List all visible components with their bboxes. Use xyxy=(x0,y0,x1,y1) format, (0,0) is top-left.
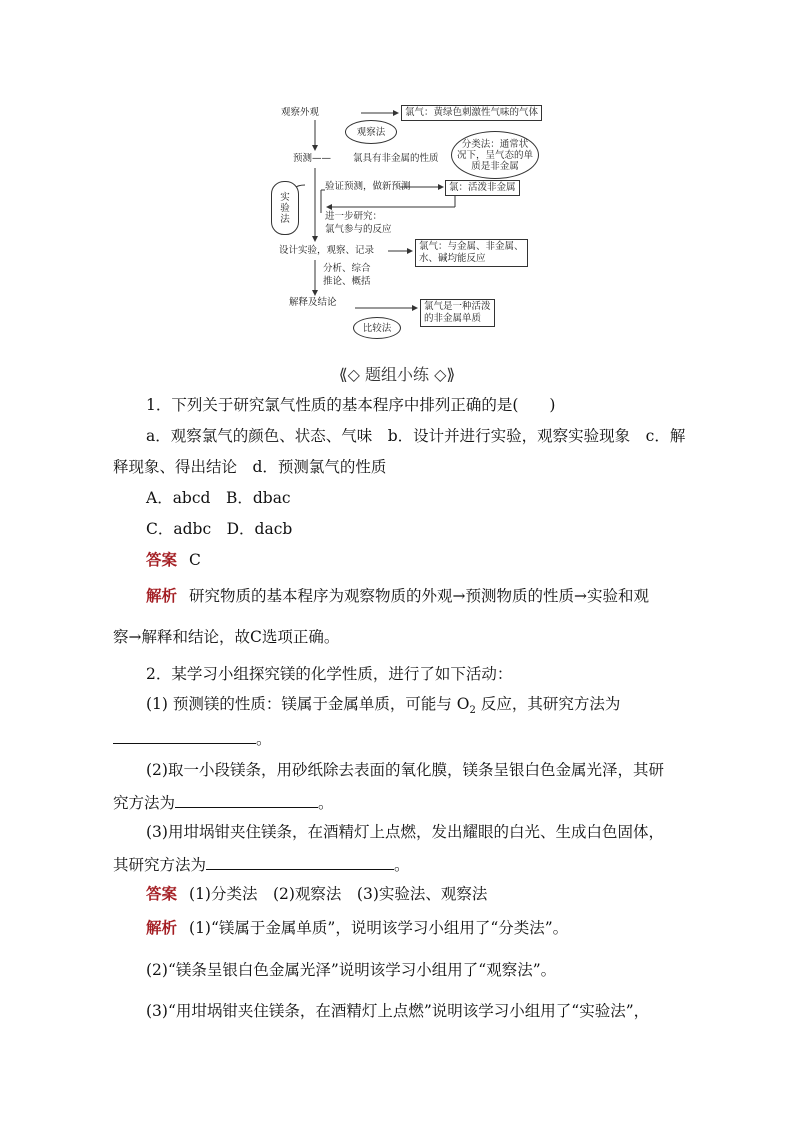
q2-part3-pre: 其研究方法为 xyxy=(113,856,207,874)
research-procedure-diagram xyxy=(265,95,545,345)
q1-answer-label: 答案 xyxy=(146,550,178,569)
q2-part3-line2 xyxy=(113,853,410,875)
section-title-left-ornament: ⟪◇ xyxy=(338,365,360,384)
q2-part1-line2 xyxy=(113,727,272,749)
section-title-right-ornament: ◇⟫ xyxy=(434,365,456,384)
bubble-experiment-line1: 实 xyxy=(280,191,290,203)
q1-analysis-label: 解析 xyxy=(146,586,178,605)
q2-analysis-3: (3)“用坩埚钳夹住镁条，在酒精灯上点燃”说明该学习小组用了“实验法”， xyxy=(146,1002,650,1020)
note-verify: 验证预测，做新预测 xyxy=(325,181,411,192)
q1-analysis-line1: 研究物质的基本程序为观察物质的外观→预测物质的性质→实验和观 xyxy=(189,587,649,605)
q1-answer xyxy=(146,550,201,570)
box-experiment-result-line1: 氯气：与金属、非金属、 xyxy=(419,241,524,252)
q2-part1-post: 反应，其研究方法为 xyxy=(475,695,621,713)
q2-answer-value: (1)分类法 (2)观察法 (3)实验法、观察法 xyxy=(189,885,488,903)
step-predict-note: 氯具有非金属的性质 xyxy=(353,153,439,164)
box-experiment-result xyxy=(415,239,528,267)
bubble-experiment-line2: 验 xyxy=(280,202,290,214)
q1-options-cd: C．adbc D．dacb xyxy=(146,520,293,538)
bubble-classification-line1: 分类法：通常状 xyxy=(461,138,529,150)
q1-items-line1: a．观察氯气的颜色、状态、气味 b．设计并进行实验，观察实验现象 c．解 xyxy=(146,427,686,445)
q1-stem: 1．下列关于研究氯气性质的基本程序中排列正确的是( ) xyxy=(146,396,556,414)
q2-part3-answer-blank[interactable] xyxy=(206,853,394,870)
q2-analysis-1: (1)“镁属于金属单质”，说明该学习小组用了“分类法”。 xyxy=(189,919,569,937)
q1-items-line2: 释现象、得出结论 d．预测氯气的性质 xyxy=(113,458,387,476)
q1-options-ab: A．abcd B．dbac xyxy=(146,489,291,507)
q1-analysis-line2: 察→解释和结论，故C选项正确。 xyxy=(113,628,340,646)
q1-analysis xyxy=(146,586,649,606)
bubble-classification-method xyxy=(451,131,539,179)
box-conclusion-result xyxy=(420,299,495,327)
q2-part2-line2 xyxy=(113,791,334,813)
q1-answer-value: C xyxy=(189,551,201,569)
q2-stem: 2．某学习小组探究镁的化学性质，进行了如下活动： xyxy=(146,665,513,683)
bubble-classification-line3: 质是非金属 xyxy=(471,160,519,172)
q2-part3-end: 。 xyxy=(394,856,410,874)
bubble-experiment-line3: 法 xyxy=(280,213,290,225)
q2-part1-answer-blank[interactable] xyxy=(113,727,256,744)
bubble-classification-line2: 况下，呈气态的单 xyxy=(456,149,533,161)
bubble-observation-method: 观察法 xyxy=(345,120,397,144)
note-further-2: 氯气参与的反应 xyxy=(325,224,392,235)
q2-part1-subscript: 2 xyxy=(469,705,476,717)
step-observe: 观察外观 xyxy=(281,107,320,118)
q2-part3-line1: (3)用坩埚钳夹住镁条，在酒精灯上点燃，发出耀眼的白光、生成白色固体， xyxy=(146,823,664,841)
step-experiment: 设计实验，观察、记录 xyxy=(279,245,375,256)
q2-answer-label: 答案 xyxy=(146,884,178,903)
section-title-text: 题组小练 xyxy=(364,365,429,384)
box-conclusion-line2: 的非金属单质 xyxy=(424,313,482,324)
q2-analysis xyxy=(146,918,568,938)
q2-analysis-label: 解析 xyxy=(146,918,178,937)
box-observe-result: 氯气：黄绿色刺激性气味的气体 xyxy=(401,105,542,121)
q2-part2-answer-blank[interactable] xyxy=(175,791,318,808)
note-analyze-1: 分析、综合 xyxy=(323,263,371,274)
note-analyze-2: 推论、概括 xyxy=(323,276,371,287)
q2-answer xyxy=(146,884,487,904)
box-conclusion-line1: 氯气是一种活泼 xyxy=(424,301,491,312)
bubble-comparison-method: 比较法 xyxy=(353,317,401,339)
step-conclude: 解释及结论 xyxy=(289,297,337,308)
note-further-1: 进一步研究： xyxy=(325,211,383,222)
q2-part1-pre: (1) 预测镁的性质：镁属于金属单质，可能与 O xyxy=(146,695,470,713)
q2-part2-line1: (2)取一小段镁条，用砂纸除去表面的氧化膜，镁条呈银白色金属光泽，其研 xyxy=(146,761,664,779)
q2-part1-end: 。 xyxy=(256,730,272,748)
q2-analysis-2: (2)“镁条呈银白色金属光泽”说明该学习小组用了“观察法”。 xyxy=(146,961,557,979)
section-title xyxy=(0,362,794,385)
box-experiment-result-line2: 水、碱均能反应 xyxy=(419,253,486,264)
bubble-experiment-method xyxy=(271,181,299,235)
q2-part2-pre: 究方法为 xyxy=(113,794,176,812)
q2-part1-line1 xyxy=(146,694,620,721)
step-predict: 预测—— xyxy=(293,153,332,164)
box-verify-result: 氯：活泼非金属 xyxy=(445,180,520,196)
q2-part2-end: 。 xyxy=(318,794,334,812)
